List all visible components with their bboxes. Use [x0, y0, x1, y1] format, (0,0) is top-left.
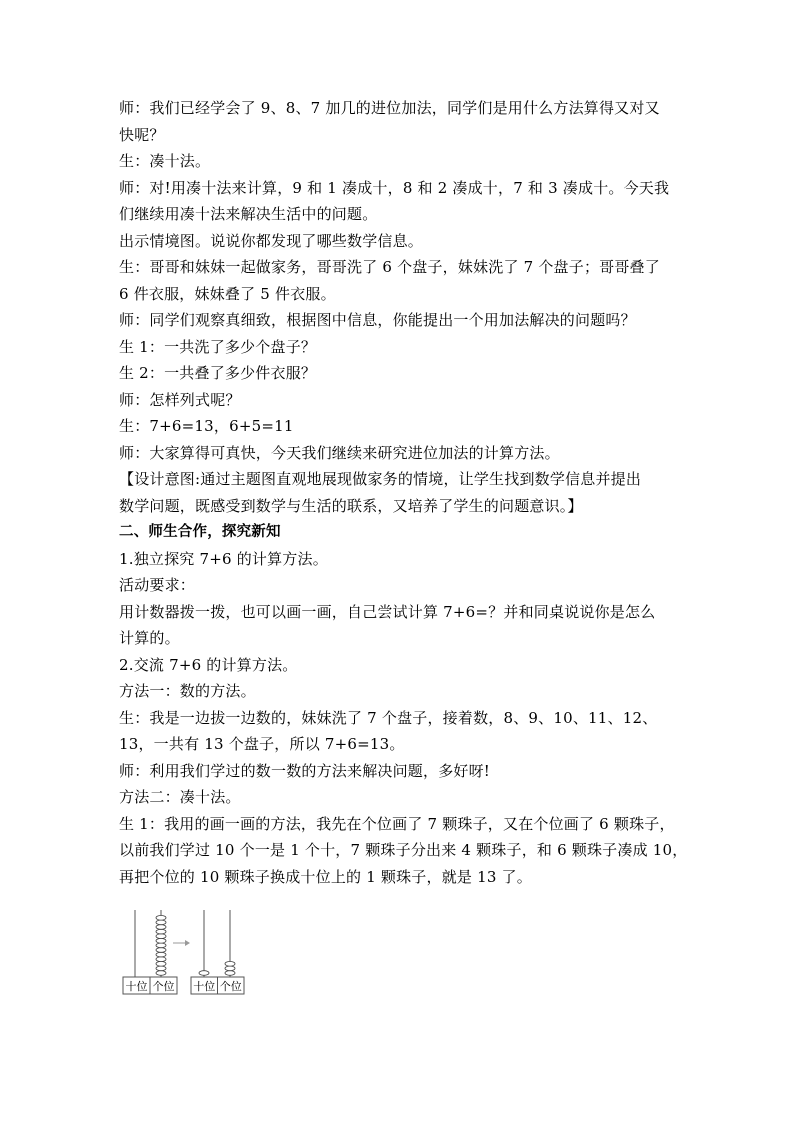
abacus-bead [156, 916, 166, 921]
text-line: 生：我是一边拔一边数的，妹妹洗了 7 个盘子，接着数，8、9、10、11、12、 [119, 708, 658, 727]
text-line: 生：凑十法。 [119, 152, 211, 170]
text-line: 生：哥哥和妹妹一起做家务，哥哥洗了 6 个盘子，妹妹洗了 7 个盘子；哥哥叠了 [119, 258, 660, 276]
text-line: 师：利用我们学过的数一数的方法来解决问题，多好呀! [119, 761, 491, 780]
abacus-bead [156, 943, 166, 948]
text-line: 以前我们学过 10 个一是 1 个十，7 颗珠子分出来 4 颗珠子，和 6 颗珠子凑成 10， [119, 841, 688, 859]
abacus-bead [156, 929, 166, 934]
abacus-bead [156, 925, 166, 930]
abacus-bead [225, 962, 235, 967]
text-line: 计算的。 [119, 629, 180, 647]
left-tens-label: 十位 [125, 980, 148, 993]
text-line: 生 1：我用的画一画的方法，我先在个位画了 7 颗珠子，又在个位画了 6 颗珠子， [119, 814, 675, 833]
text-line: 2.交流 7+6 的计算方法。 [119, 655, 298, 674]
text-line: 生 2：一共叠了多少件衣服？ [119, 364, 317, 382]
left-abacus [123, 910, 177, 994]
abacus-bead [156, 920, 166, 925]
text-line: 出示情境图。说说你都发现了哪些数学信息。 [119, 231, 424, 250]
abacus-bead [156, 962, 166, 967]
abacus-illustration [121, 905, 246, 997]
abacus-bead [156, 966, 166, 971]
right-abacus [191, 910, 244, 994]
text-line: 再把个位的 10 颗珠子换成十位上的 1 颗珠子，就是 13 了。 [119, 867, 532, 886]
abacus-bead [156, 939, 166, 944]
text-line: 用计数器拨一拨，也可以画一画，自己尝试计算 7+6=？并和同桌说说你是怎么 [119, 602, 656, 621]
text-line: 快呢？ [119, 125, 165, 144]
abacus-bead [156, 952, 166, 957]
design-intent-line: 【设计意图:通过主题图直观地展现做家务的情境，让学生找到数学信息并提出 [119, 470, 642, 488]
abacus-bead [225, 966, 235, 971]
text-line: 13，一共有 13 个盘子，所以 7+6=13。 [119, 735, 405, 753]
left-ones-beads [156, 916, 166, 976]
abacus-figure [121, 905, 246, 997]
abacus-bead [156, 948, 166, 953]
text-line: 生：7+6=13，6+5=11 [119, 417, 294, 435]
text-line: 方法一：数的方法。 [119, 682, 256, 700]
right-ones-beads [225, 962, 235, 976]
left-ones-label: 个位 [152, 980, 175, 993]
text-line: 生 1：一共洗了多少个盘子？ [119, 337, 317, 356]
text-line: 活动要求： [119, 576, 196, 594]
right-tens-beads [199, 971, 209, 976]
text-line: 师：大家算得可真快，今天我们继续来研究进位加法的计算方法。 [119, 443, 560, 462]
text-line: 方法二：凑十法。 [119, 788, 241, 806]
abacus-bead [225, 971, 235, 976]
text-line: 师：对!用凑十法来计算，9 和 1 凑成十，8 和 2 凑成十，7 和 3 凑成十。今天我 [119, 178, 670, 197]
right-tens-label: 十位 [193, 980, 216, 993]
design-intent-line: 数学问题，既感受到数学与生活的联系，又培养了学生的问题意识。】 [119, 496, 583, 515]
text-line: 们继续用凑十法来解决生活中的问题。 [119, 205, 378, 223]
abacus-bead [156, 971, 166, 976]
text-line: 师：怎样列式呢？ [119, 390, 241, 409]
section-heading: 二、师生合作，探究新知 [119, 524, 281, 540]
text-line: 1.独立探究 7+6 的计算方法。 [119, 549, 328, 568]
right-arrow-icon [173, 940, 190, 946]
abacus-bead [156, 934, 166, 939]
text-line: 6 件衣服，妹妹叠了 5 件衣服。 [119, 284, 336, 303]
text-line: 师：我们已经学会了 9、8、7 加几的进位加法，同学们是用什么方法算得又对又 [119, 99, 660, 117]
document-body [119, 95, 689, 890]
abacus-bead [156, 957, 166, 962]
abacus-bead [199, 971, 209, 976]
text-line: 师：同学们观察真细致，根据图中信息，你能提出一个用加法解决的问题吗？ [119, 311, 636, 329]
right-ones-label: 个位 [219, 980, 242, 993]
